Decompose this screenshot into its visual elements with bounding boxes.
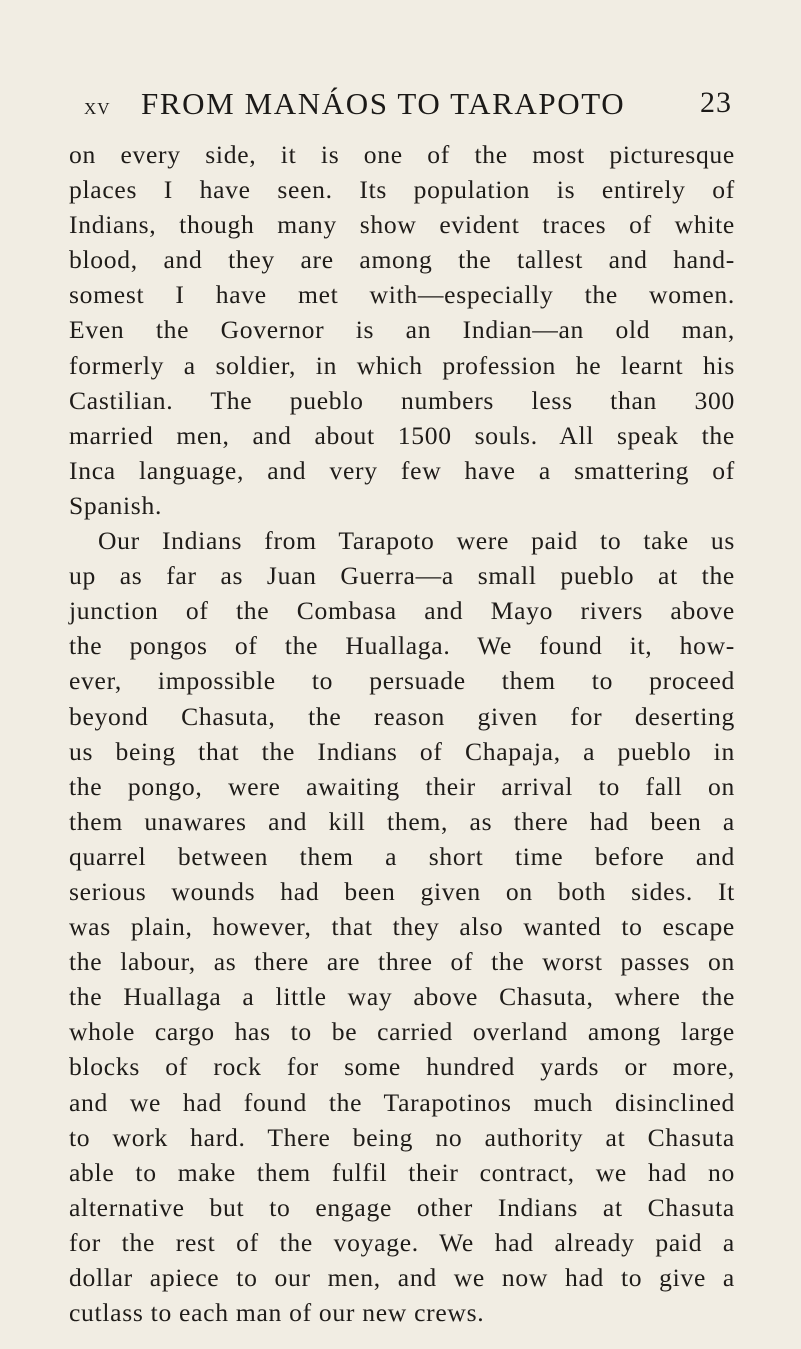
text-line: ever, impossible to persuade them to proceed [69,666,735,696]
text-line: places I have seen. Its population is entirely of [69,175,735,205]
text-line: blocks of rock for some hundred yards or more, [69,1052,735,1082]
text-line: somest I have met with—especially the women. [69,280,735,310]
text-line: up as far as Juan Guerra—a small pueblo at the [69,561,735,591]
text-line: formerly a soldier, in which profession he learnt his [69,350,735,380]
text-line: the pongo, were awaiting their arrival to fall on [69,771,735,801]
text-line: for the rest of the voyage. We had already paid a [69,1227,735,1257]
text-line: the labour, as there are three of the worst passes on [69,947,735,977]
text-line: to work hard. There being no authority at Chasuta [69,1122,735,1152]
text-line: on every side, it is one of the most picturesque [69,140,735,169]
text-line: Inca language, and very few have a smattering of [69,455,735,485]
text-line: Castilian. The pueblo numbers less than 300 [69,385,735,415]
text-line: us being that the Indians of Chapaja, a pueblo in [69,736,735,766]
text-line: Even the Governor is an Indian—an old man, [69,315,735,345]
chapter-number: XV [84,99,111,118]
text-line: the pongos of the Huallaga. We found it, how- [69,631,735,661]
running-title: FROM MANÁOS TO TARAPOTO [141,86,626,121]
text-line: married men, and about 1500 souls. All speak the [69,420,735,450]
text-line: alternative but to engage other Indians at Chasuta [69,1192,735,1222]
text-line: junction of the Combasa and Mayo rivers above [69,596,735,626]
text-line: able to make them fulfil their contract, we had no [69,1157,735,1187]
text-line: was plain, however, that they also wanted to escape [69,912,735,942]
text-line: beyond Chasuta, the reason given for deserting [69,701,735,731]
text-line: them unawares and kill them, as there had been a [69,806,735,836]
text-line: whole cargo has to be carried overland among large [69,1017,735,1047]
text-line: cutlass to each man of our new crews. [69,1298,485,1328]
text-line: serious wounds had been given on both sides. It [69,876,735,906]
page-number: 23 [700,86,732,119]
text-line: Our Indians from Tarapoto were paid to take us [98,526,735,556]
text-line: blood, and they are among the tallest and hand- [69,245,735,275]
text-line: and we had found the Tarapotinos much disinclined [69,1087,735,1117]
text-line: quarrel between them a short time before and [69,841,735,871]
running-head [84,86,734,126]
text-line: Indians, though many show evident traces of white [69,210,735,240]
body-text [69,137,735,1330]
text-line: dollar apiece to our men, and we now had to give a [69,1263,735,1292]
text-line: the Huallaga a little way above Chasuta, where the [69,982,735,1012]
text-line: Spanish. [69,490,163,520]
